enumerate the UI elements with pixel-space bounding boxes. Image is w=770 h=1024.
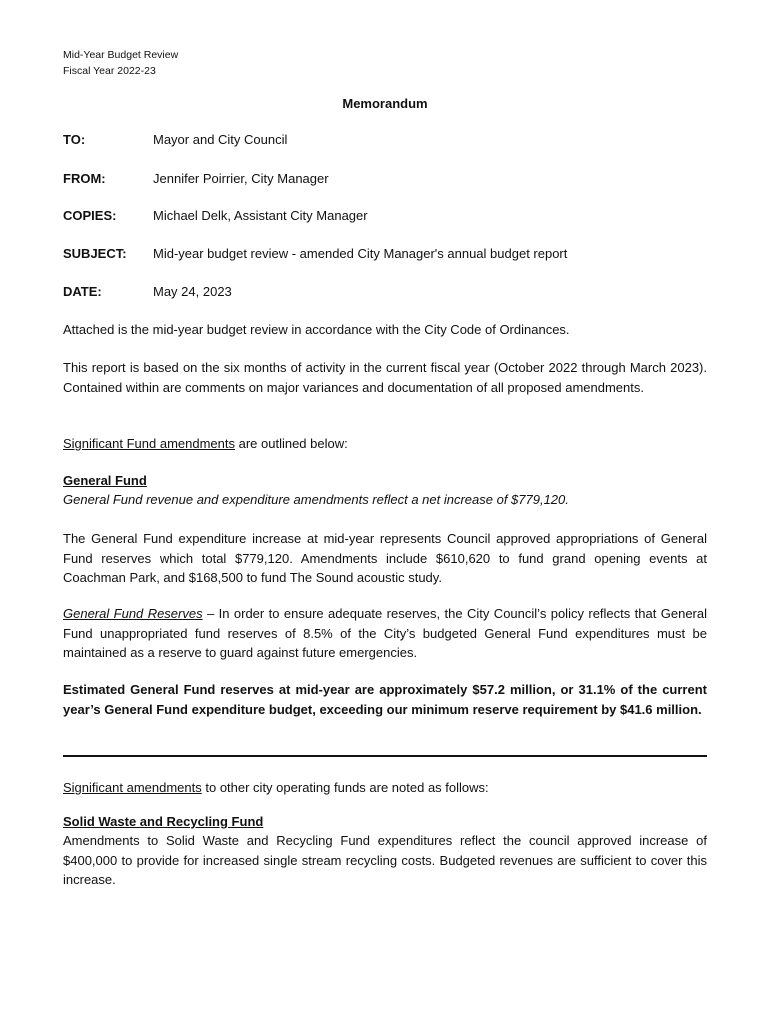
- memo-title: Memorandum: [342, 96, 428, 111]
- header-review-title: Mid-Year Budget Review: [63, 49, 179, 61]
- intro-paragraph: Attached is the mid-year budget review in accordance with the City Code of Ordinances.: [63, 322, 570, 337]
- field-to-value: Mayor and City Council: [153, 132, 288, 147]
- significant-amendments-label: Significant amendments: [63, 780, 202, 795]
- field-to-label: TO:: [63, 132, 86, 147]
- general-fund-detail: The General Fund expenditure increase at mid-year represents Council approved appropriations of General Fund reserves which total $779,120. Amendments include $610,620 to fund grand opening events at Coachman Park, and $168,500 to fund The Sound acoustic study.: [63, 531, 707, 585]
- reserves-label: General Fund Reserves: [63, 606, 203, 621]
- reserves-text: – In order to ensure adequate reserves, the City Council’s policy reflects that General Fund unappropriated fund reserves of 8.5% of the City’s budgeted General Fund expenditures must be maintained as a reserve to guard against future emergencies.: [63, 606, 708, 660]
- reserves-estimate: Estimated General Fund reserves at mid-year are approximately $57.2 million, or 31.1% of the current year’s General Fund expenditure budget, exceeding our minimum reserve requirement by $41.6 million.: [63, 682, 707, 717]
- significant-fund-line: [63, 434, 707, 454]
- field-copies-label: COPIES:: [63, 208, 117, 223]
- general-fund-summary: General Fund revenue and expenditure amendments reflect a net increase of $779,120.: [63, 492, 569, 507]
- field-subject-value: Mid-year budget review - amended City Manager's annual budget report: [153, 246, 568, 261]
- reserves-paragraph: [63, 604, 707, 663]
- report-basis-paragraph: This report is based on the six months of activity in the current fiscal year (October 2022 through March 2023). Contained within are comments on major variances and documentation of all proposed amendments.: [63, 360, 707, 395]
- solid-waste-paragraph: Amendments to Solid Waste and Recycling Fund expenditures reflect the council approved increase of $400,000 to provide for increased single stream recycling costs. Budgeted revenues are sufficient to cover this increase.: [63, 833, 707, 887]
- significant-fund-rest: are outlined below:: [234, 436, 348, 451]
- general-fund-heading: General Fund: [63, 473, 147, 488]
- field-date-value: May 24, 2023: [153, 284, 232, 299]
- significant-amendments-line: [63, 778, 707, 798]
- field-from-label: FROM:: [63, 171, 106, 186]
- significant-amendments-rest: to other city operating funds are noted as follows:: [201, 780, 489, 795]
- section-divider: [63, 755, 707, 757]
- header-fiscal-year: Fiscal Year 2022-23: [63, 65, 156, 77]
- field-date-label: DATE:: [63, 284, 102, 299]
- significant-fund-label: Significant Fund amendments: [63, 436, 235, 451]
- field-copies-value: Michael Delk, Assistant City Manager: [153, 208, 368, 223]
- field-from-value: Jennifer Poirrier, City Manager: [153, 171, 329, 186]
- field-subject-label: SUBJECT:: [63, 246, 127, 261]
- solid-waste-heading: Solid Waste and Recycling Fund: [63, 814, 264, 829]
